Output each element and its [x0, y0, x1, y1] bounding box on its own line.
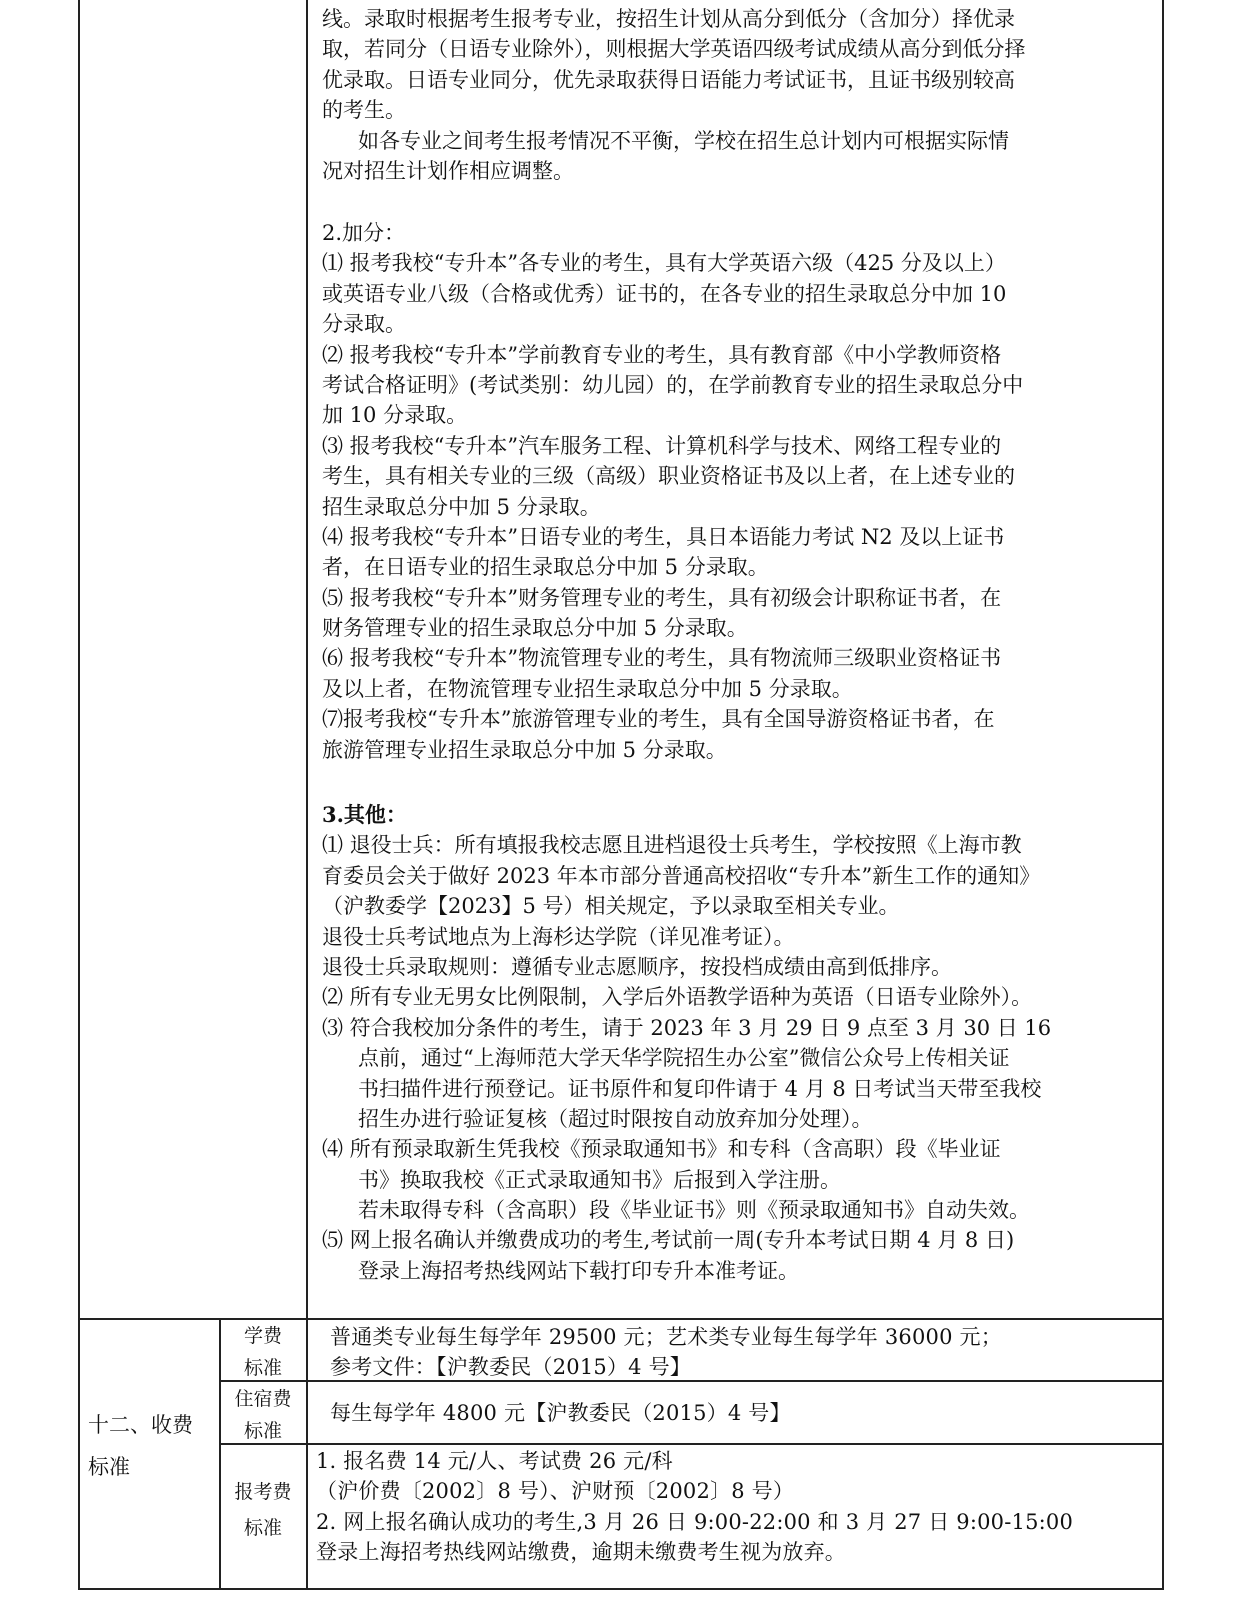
text-line: 点前，通过“上海师范大学天华学院招生办公室”微信公众号上传相关证 — [358, 1046, 1010, 1071]
text-line: ⑸ 网上报名确认并缴费成功的考生,考试前一周(专升本考试日期 4 月 8 日) — [322, 1228, 1015, 1253]
text-line: 招生录取总分中加 5 分录取。 — [322, 494, 601, 519]
text-line: 书》换取我校《正式录取通知书》后报到入学注册。 — [358, 1167, 841, 1192]
text-line: ⑴ 退役士兵：所有填报我校志愿且进档退役士兵考生，学校按照《上海市教 — [322, 833, 1022, 858]
text-line: 旅游管理专业招生录取总分中加 5 分录取。 — [322, 737, 727, 762]
text-line: 书扫描件进行预登记。证书原件和复印件请于 4 月 8 日考试当天带至我校 — [358, 1076, 1042, 1101]
text-line: 考生，具有相关专业的三级（高级）职业资格证书及以上者，在上述专业的 — [322, 464, 1015, 489]
text-line: ⑵ 报考我校“专升本”学前教育专业的考生，具有教育部《中小学教师资格 — [322, 342, 1002, 367]
text-line: 或英语专业八级（合格或优秀）证书的，在各专业的招生录取总分中加 10 — [322, 281, 1007, 306]
text-line: 况对招生计划作相应调整。 — [322, 158, 574, 183]
text-line: 分录取。 — [322, 312, 406, 337]
text-line: ⑷ 报考我校“专升本”日语专业的考生，具日本语能力考试 N2 及以上证书 — [322, 524, 1005, 549]
text-line: ⑷ 所有预录取新生凭我校《预录取通知书》和专科（含高职）段《毕业证 — [322, 1137, 1001, 1162]
text-line: 退役士兵考试地点为上海杉达学院（详见准考证）。 — [322, 924, 795, 949]
text-line: 退役士兵录取规则：遵循专业志愿顺序，按投档成绩由高到低排序。 — [322, 954, 952, 979]
tuition-label: 学费 标准 — [243, 1325, 282, 1379]
text-line: 招生办进行验证复核（超过时限按自动放弃加分处理）。 — [358, 1106, 873, 1131]
dorm-value: 每生每学年 4800 元【沪教委民（2015）4 号】 — [330, 1401, 791, 1425]
text-line: ⑹ 报考我校“专升本”物流管理专业的考生，具有物流师三级职业资格证书 — [322, 646, 1002, 671]
text-line: ⑶ 报考我校“专升本”汽车服务工程、计算机科学与技术、网络工程专业的 — [322, 433, 1002, 458]
text-line: 育委员会关于做好 2023 年本市部分普通高校招收“专升本”新生工作的通知》 — [322, 863, 1041, 888]
admission-rules-text — [322, 4, 1152, 186]
text-line: 若未取得专科（含高职）段《毕业证书》则《预录取通知书》自动失效。 — [358, 1198, 1030, 1223]
fees-top-border — [78, 1318, 1164, 1320]
text-line: 及以上者，在物流管理专业招生录取总分中加 5 分录取。 — [322, 676, 853, 701]
bonus-points-section — [322, 218, 1152, 765]
text-line: 如各专业之间考生报考情况不平衡，学校在招生总计划内可根据实际情 — [358, 128, 1009, 153]
inner-divider — [306, 0, 308, 1590]
fees-section-label: 十二、收费 标准 — [88, 1413, 193, 1479]
exam-fee-label: 报考费 标准 — [234, 1481, 292, 1539]
exam-fee-value: 1. 报名费 14 元/人、考试费 26 元/科 （沪价费〔2002〕8 号）、沪财预〔2002〕8 号） 2. 网上报名确认成功的考生,3 月 26 日 9:00-22:00 和 3 月 27 日 9:00-15:00 登录上海招考热线网站缴费，逾期未缴费考生视为放弃。 — [316, 1449, 1074, 1565]
left-border — [78, 0, 80, 1590]
fee-sub-divider — [219, 1318, 221, 1590]
dorm-bottom-border — [219, 1443, 1164, 1445]
text-line: 的考生。 — [322, 98, 406, 123]
dorm-label: 住宿费 标准 — [234, 1388, 292, 1442]
text-line: 考试合格证明》(考试类别：幼儿园）的，在学前教育专业的招生录取总分中 — [322, 372, 1024, 397]
text-line: 加 10 分录取。 — [322, 403, 468, 428]
text-line: ⑺报考我校“专升本”旅游管理专业的考生，具有全国导游资格证书者，在 — [322, 707, 995, 732]
right-border — [1162, 0, 1164, 1590]
text-line: ⑸ 报考我校“专升本”财务管理专业的考生，具有初级会计职称证书者，在 — [322, 585, 1002, 610]
text-line: 登录上海招考热线网站下载打印专升本准考证。 — [358, 1258, 799, 1283]
table-bottom-border — [78, 1588, 1164, 1590]
text-line: ⑶ 符合我校加分条件的考生，请于 2023 年 3 月 29 日 9 点至 3 月 30 日 16 — [322, 1015, 1052, 1040]
tuition-value: 普通类专业每生每学年 29500 元；艺术类专业每生每学年 36000 元； 参考文件：【沪教委民（2015）4 号】 — [330, 1325, 1002, 1380]
other-section — [322, 800, 1152, 1286]
section-heading: 2.加分： — [322, 221, 406, 245]
text-line: （沪教委学【2023】5 号）相关规定，予以录取至相关专业。 — [322, 894, 900, 919]
text-line: ⑴ 报考我校“专升本”各专业的考生，具有大学英语六级（425 分及以上） — [322, 251, 1006, 276]
section-heading: 3.其他： — [322, 802, 407, 827]
text-line: 取，若同分（日语专业除外），则根据大学英语四级考试成绩从高分到低分择 — [322, 37, 1026, 62]
text-line: ⑵ 所有专业无男女比例限制，入学后外语教学语种为英语（日语专业除外）。 — [322, 985, 1033, 1010]
text-line: 者，在日语专业的招生录取总分中加 5 分录取。 — [322, 555, 769, 580]
text-line: 线。录取时根据考生报考专业，按招生计划从高分到低分（含加分）择优录 — [322, 7, 1015, 31]
text-line: 优录取。日语专业同分，优先录取获得日语能力考试证书，且证书级别较高 — [322, 67, 1015, 92]
text-line: 财务管理专业的招生录取总分中加 5 分录取。 — [322, 616, 748, 641]
